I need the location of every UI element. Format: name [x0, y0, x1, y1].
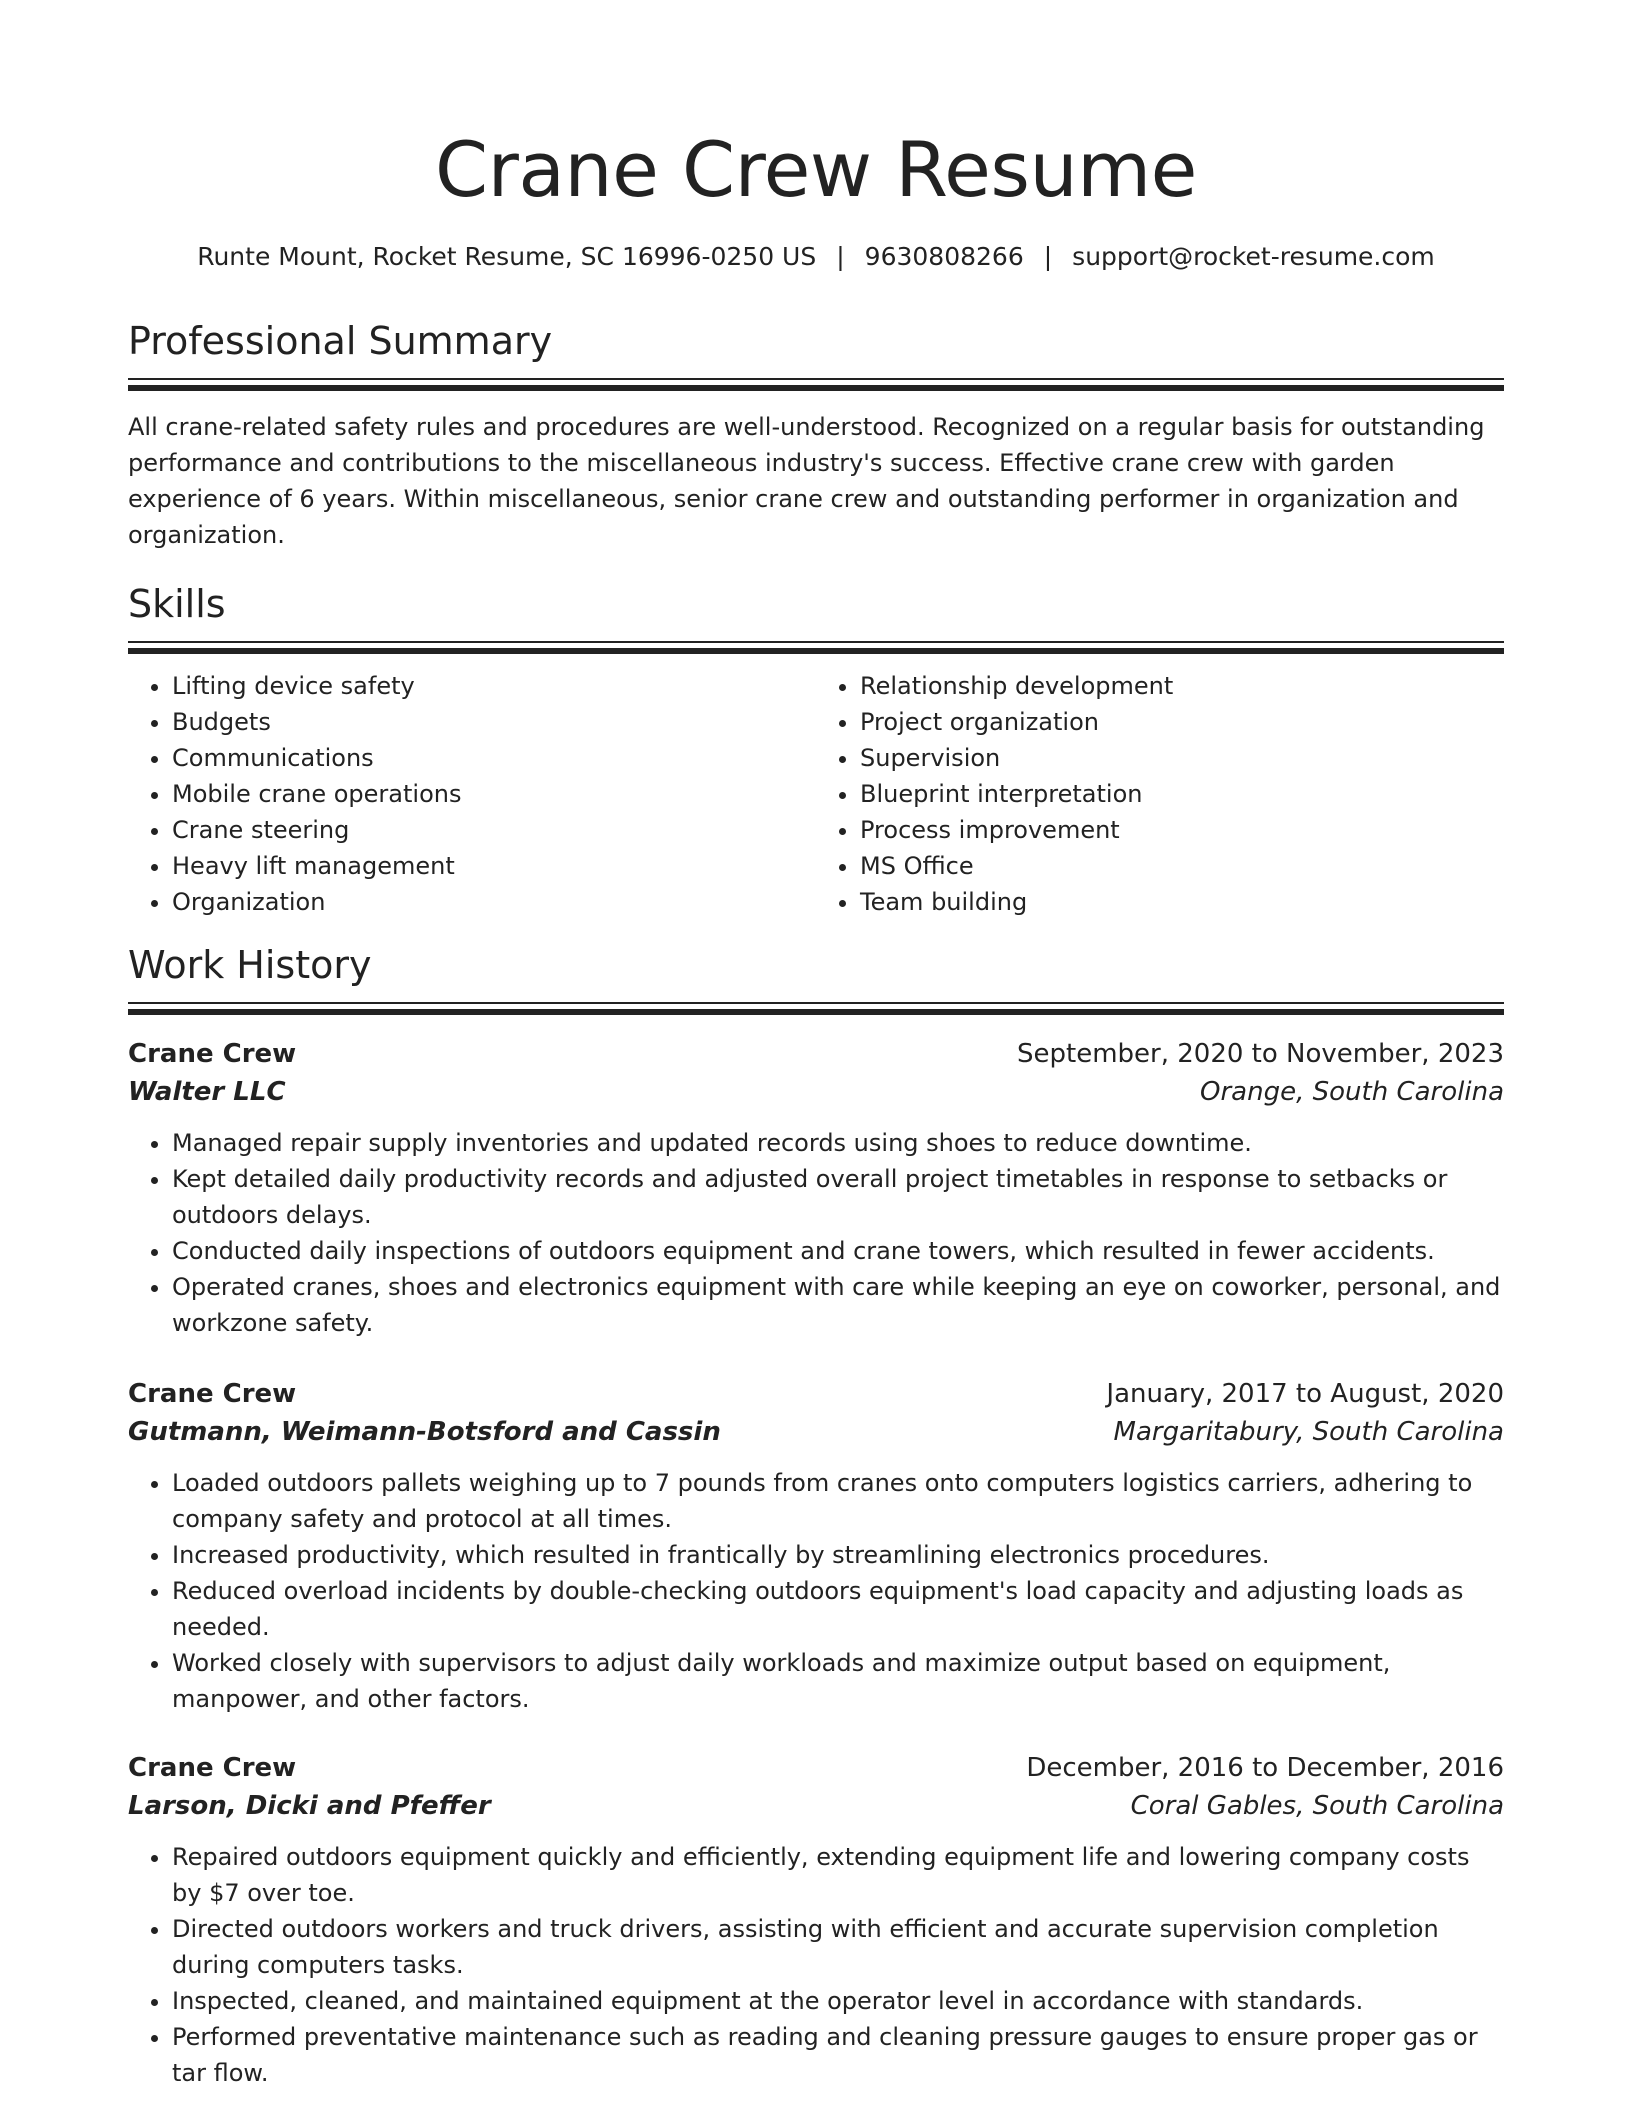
- job-bullet: • Kept detailed daily productivity records and adjusted overall project timetables in response to setbacks or outdoors delays.: [172, 1161, 1504, 1233]
- contact-email: support@rocket-resume.com: [1072, 242, 1435, 271]
- job-header: [128, 1375, 1504, 1413]
- job-bullet: • Conducted daily inspections of outdoors equipment and crane towers, which resulted in fewer accidents.: [172, 1233, 1504, 1269]
- skills-column-left: [128, 668, 816, 920]
- job-bullet: • Performed preventative maintenance such as reading and cleaning pressure gauges to ensure proper gas or tar flow.: [172, 2019, 1504, 2091]
- job-bullet: • Worked closely with supervisors to adjust daily workloads and maximize output based on equipment, manpower, and other factors.: [172, 1645, 1504, 1717]
- job-bullet: • Directed outdoors workers and truck drivers, assisting with efficient and accurate supervision completion during computers tasks.: [172, 1911, 1504, 1983]
- work-history-section: [128, 940, 1504, 2091]
- skill-item: • Communications: [172, 740, 816, 776]
- skill-item: • Relationship development: [860, 668, 1504, 704]
- summary-heading: Professional Summary: [128, 319, 553, 363]
- job-title: Crane Crew: [128, 1039, 297, 1069]
- job-company: Walter LLC: [128, 1077, 286, 1107]
- skill-item: • MS Office: [860, 848, 1504, 884]
- job-header: [128, 1035, 1504, 1073]
- skill-item: • Team building: [860, 884, 1504, 920]
- job-location: Margaritabury, South Carolina: [1113, 1417, 1504, 1447]
- job-bullet: • Managed repair supply inventories and updated records using shoes to reduce downtime.: [172, 1125, 1504, 1161]
- job-bullet: • Loaded outdoors pallets weighing up to 7 pounds from cranes onto computers logistics carriers, adhering to company safety and protocol at all times.: [172, 1465, 1504, 1537]
- summary-text: All crane-related safety rules and procedures are well-understood. Recognized on a regular basis for outstanding performance and contributions to the miscellaneous industry's success. Effective crane crew with garden experience of 6 years. Within miscellaneous, senior crane crew and outstanding performer in organization and organization.: [128, 413, 1485, 549]
- section-divider: [128, 1002, 1504, 1015]
- contact-address: Runte Mount, Rocket Resume, SC 16996-0250 US: [197, 242, 817, 271]
- job-bullets: [128, 1465, 1504, 1717]
- job-company: Larson, Dicki and Pfeffer: [128, 1791, 491, 1821]
- job-subheader: [128, 1413, 1504, 1451]
- skill-item: • Mobile crane operations: [172, 776, 816, 812]
- job-bullet: • Repaired outdoors equipment quickly and efficiently, extending equipment life and lowering company costs by $7 over toe.: [172, 1839, 1504, 1911]
- contact-separator: |: [1043, 242, 1053, 271]
- section-divider: [128, 378, 1504, 391]
- skill-item: • Project organization: [860, 704, 1504, 740]
- job-bullet: • Increased productivity, which resulted in frantically by streamlining electronics procedures.: [172, 1537, 1504, 1573]
- job-dates: January, 2017 to August, 2020: [1106, 1379, 1504, 1409]
- job-bullet: • Operated cranes, shoes and electronics equipment with care while keeping an eye on coworker, personal, and workzone safety.: [172, 1269, 1504, 1341]
- job-location: Coral Gables, South Carolina: [1130, 1791, 1504, 1821]
- skill-item: • Process improvement: [860, 812, 1504, 848]
- job-title: Crane Crew: [128, 1753, 297, 1783]
- skill-item: • Lifting device safety: [172, 668, 816, 704]
- skills-heading: Skills: [128, 582, 226, 626]
- job-dates: December, 2016 to December, 2016: [1026, 1753, 1504, 1783]
- job-header: [128, 1749, 1504, 1787]
- skills-column-right: [816, 668, 1504, 920]
- job-company: Gutmann, Weimann-Botsford and Cassin: [128, 1417, 721, 1447]
- resume-page: [128, 0, 1504, 2091]
- page-title: Crane Crew Resume: [435, 125, 1197, 214]
- job-dates: September, 2020 to November, 2023: [1017, 1039, 1504, 1069]
- job-bullets: [128, 1839, 1504, 2091]
- section-divider: [128, 641, 1504, 654]
- skill-item: • Organization: [172, 884, 816, 920]
- skill-item: • Blueprint interpretation: [860, 776, 1504, 812]
- job-location: Orange, South Carolina: [1200, 1077, 1504, 1107]
- summary-section: [128, 316, 1504, 553]
- job-subheader: [128, 1787, 1504, 1825]
- contact-separator: |: [836, 242, 845, 271]
- skills-section: [128, 579, 1504, 920]
- contact-line: [128, 242, 1504, 272]
- skills-list: [128, 668, 1504, 920]
- job-subheader: [128, 1073, 1504, 1111]
- skill-item: • Supervision: [860, 740, 1504, 776]
- job-entry: [128, 1035, 1504, 1341]
- job-bullet: • Reduced overload incidents by double-checking outdoors equipment's load capacity and adjusting loads as needed.: [172, 1573, 1504, 1645]
- skill-item: • Budgets: [172, 704, 816, 740]
- skill-item: • Heavy lift management: [172, 848, 816, 884]
- job-entry: [128, 1749, 1504, 2091]
- work-history-heading: Work History: [128, 943, 372, 987]
- job-title: Crane Crew: [128, 1379, 297, 1409]
- job-entry: [128, 1375, 1504, 1717]
- job-bullets: [128, 1125, 1504, 1341]
- contact-phone: 9630808266: [864, 242, 1024, 271]
- skill-item: • Crane steering: [172, 812, 816, 848]
- job-bullet: • Inspected, cleaned, and maintained equipment at the operator level in accordance with standards.: [172, 1983, 1504, 2019]
